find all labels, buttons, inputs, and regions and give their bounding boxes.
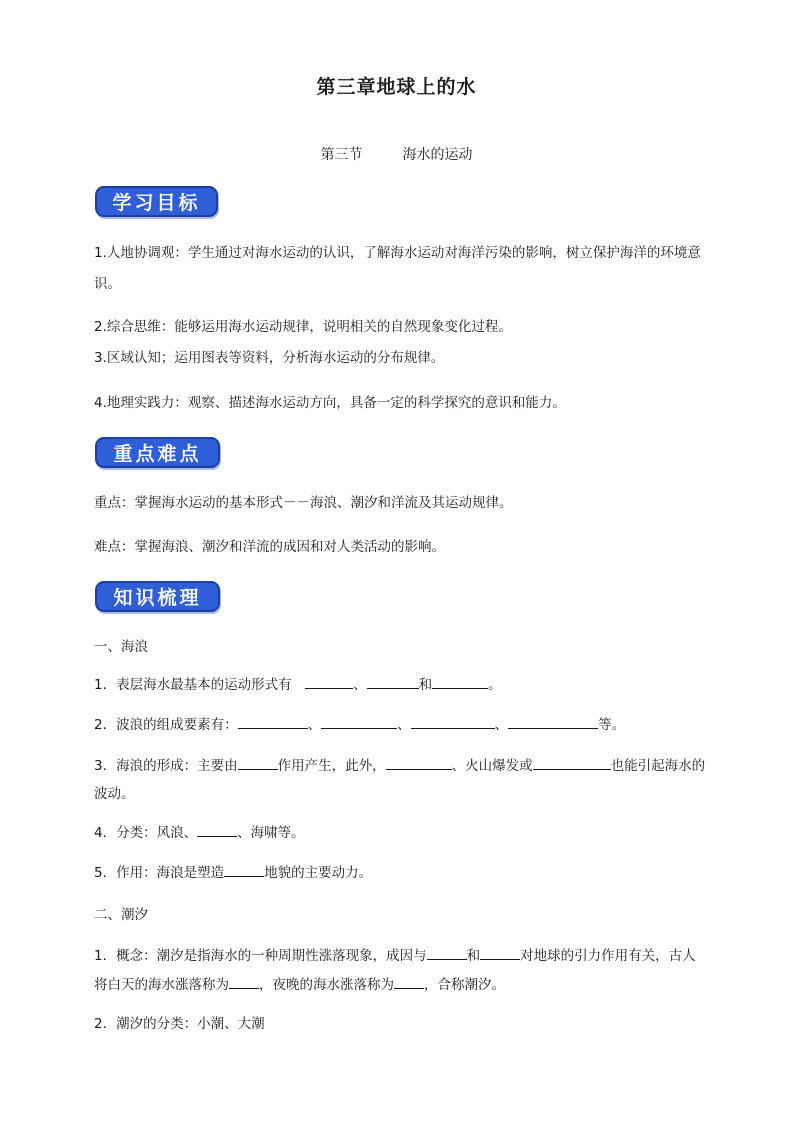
text: 地貌的主要动力。 [264,865,373,881]
text: 、 [494,717,509,733]
waves-heading: 一、海浪 [94,639,148,655]
text: 5．作用：海浪是塑造 [94,865,225,881]
tides-item-1 [94,942,706,1000]
text: 3．海浪的形成：主要由 [94,758,238,774]
fill-blank[interactable] [229,973,259,989]
chapter-title: 第三章地球上的水 [316,76,477,98]
section-title [0,144,793,164]
waves-item-2 [94,711,706,739]
text: 2．波浪的组成要素有： [94,717,238,733]
text: 、 [307,717,322,733]
tides-heading: 二、潮汐 [94,907,148,923]
waves-item-5 [94,859,706,887]
fill-blank[interactable] [238,754,278,770]
section-number: 第三节 [320,147,363,163]
text: 、海啸等。 [237,825,305,841]
section-name: 海水的运动 [402,147,473,163]
key-points-badge: 重点难点 [95,437,220,468]
text: 和 [466,948,481,964]
goal-2: 2.综合思维：能够运用海水运动规律，说明相关的自然现象变化过程。 [94,319,512,335]
fill-blank[interactable] [321,713,397,729]
fill-blank[interactable] [427,944,467,960]
fill-blank[interactable] [508,713,598,729]
goals-badge: 学习目标 [95,186,218,217]
fill-blank[interactable] [197,821,237,837]
fill-blank[interactable] [411,713,495,729]
fill-blank[interactable] [480,944,520,960]
fill-blank[interactable] [533,754,611,770]
waves-item-3 [94,752,706,808]
text: 1．概念：潮汐是指海水的一种周期性涨落现象，成因与 [94,948,427,964]
text: 对地球的引力作用有关，古人将白天的海水涨落称为 [94,948,696,993]
fill-blank[interactable] [432,673,488,689]
text: 、 [397,717,411,733]
tides-item-2: 2．潮汐的分类：小潮、大潮 [94,1016,265,1032]
text: 作用产生，此外， [277,758,386,774]
goal-1: 1.人地协调观：学生通过对海水运动的认识，了解海水运动对海洋污染的影响，树立保护海洋的环境意识。 [94,245,701,292]
text: 。 [488,677,502,693]
fill-blank[interactable] [305,673,353,689]
goal-4: 4.地理实践力：观察、描述海水运动方向，具备一定的科学探究的意识和能力。 [94,395,566,411]
text: 4．分类：风浪、 [94,825,198,841]
text: 和 [418,677,433,693]
knowledge-badge: 知识梳理 [95,581,220,612]
fill-blank[interactable] [367,673,419,689]
text: ，夜晚的海水涨落称为 [259,977,394,993]
text: 、火山爆发或 [451,758,533,774]
focus-point: 重点：掌握海水运动的基本形式－－海浪、潮汐和洋流及其运动规律。 [94,495,513,511]
text: 、 [353,677,367,693]
fill-blank[interactable] [224,861,264,877]
text: 也能引起海水的波动。 [94,758,706,802]
text: 1．表层海水最基本的运动形式有 [94,677,306,693]
waves-item-1 [94,671,706,699]
waves-item-4 [94,819,706,847]
text: ，合称潮汐。 [424,977,505,993]
text: 等。 [598,717,626,733]
fill-blank[interactable] [394,973,424,989]
difficulty-point: 难点：掌握海浪、潮汐和洋流的成因和对人类活动的影响。 [94,539,445,555]
fill-blank[interactable] [386,754,452,770]
fill-blank[interactable] [238,713,308,729]
goal-3: 3.区域认知；运用图表等资料，分析海水运动的分布规律。 [94,350,445,366]
